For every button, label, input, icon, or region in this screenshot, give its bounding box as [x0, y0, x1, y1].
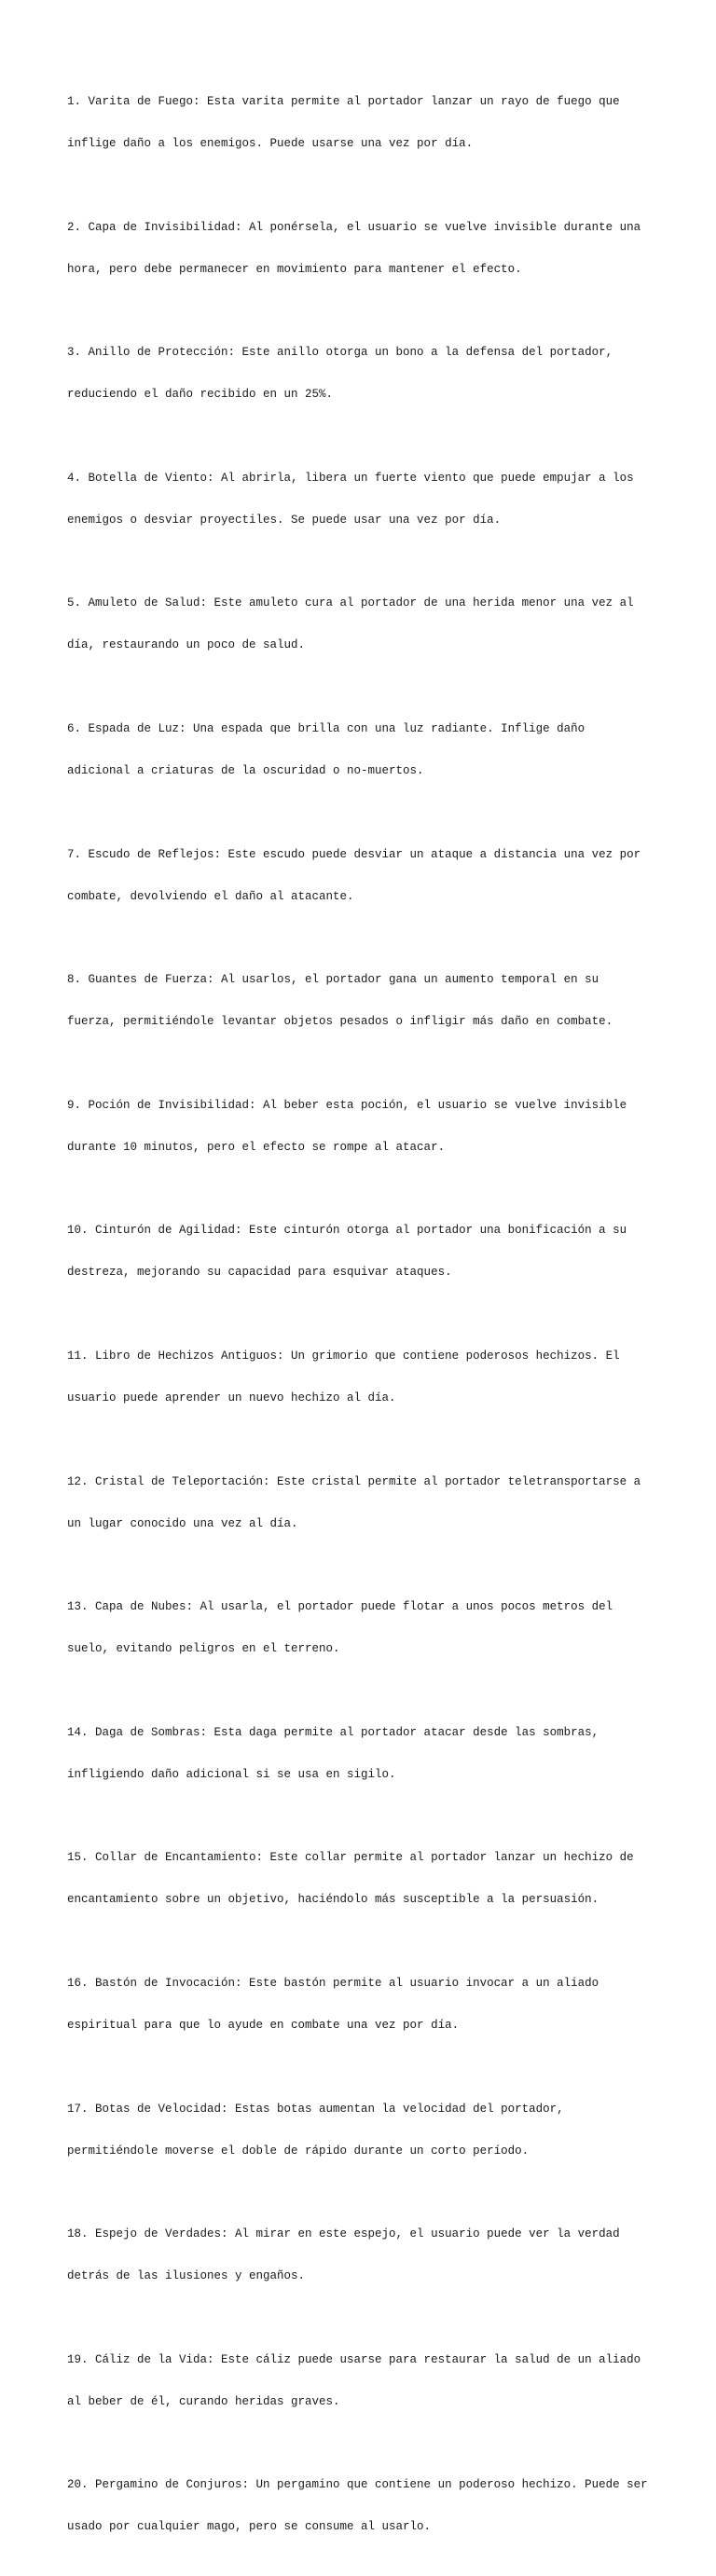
list-item — [67, 1572, 664, 1684]
item-line: usado por cualquier mago, pero se consume al usarlo. — [67, 2520, 432, 2534]
item-line: destreza, mejorando su capacidad para esquivar ataques. — [67, 1266, 452, 1280]
list-item — [67, 318, 664, 430]
item-line: 8. Guantes de Fuerza: Al usarlos, el portador gana un aumento temporal en su — [67, 973, 599, 987]
list-item — [67, 1823, 664, 1935]
list-item — [67, 1447, 664, 1559]
item-line: hora, pero debe permanecer en movimiento para mantener el efecto. — [67, 262, 522, 276]
item-line: 12. Cristal de Teleportación: Este cristal permite al portador teletransportarse a — [67, 1474, 641, 1488]
list-item — [67, 1949, 664, 2061]
item-line: 10. Cinturón de Agilidad: Este cinturón otorga al portador una bonificación a su — [67, 1224, 627, 1238]
item-line: usuario puede aprender un nuevo hechizo al día. — [67, 1391, 396, 1404]
list-item — [67, 820, 664, 932]
item-line: 14. Daga de Sombras: Esta daga permite al portador atacar desde las sombras, — [67, 1725, 599, 1739]
list-item — [67, 1196, 664, 1308]
list-item — [67, 1698, 664, 1810]
item-line: 15. Collar de Encantamiento: Este collar permite al portador lanzar un hechizo de — [67, 1851, 634, 1865]
item-line: 4. Botella de Viento: Al abrirla, libera un fuerte viento que puede empujar a los — [67, 471, 634, 485]
item-line: 9. Poción de Invisibilidad: Al beber esta poción, el usuario se vuelve invisible — [67, 1098, 627, 1112]
item-line: 20. Pergamino de Conjuros: Un pergamino que contiene un poderoso hechizo. Puede ser — [67, 2478, 648, 2492]
item-line: inflige daño a los enemigos. Puede usarse una vez por día. — [67, 137, 474, 150]
item-line: 1. Varita de Fuego: Esta varita permite al portador lanzar un rayo de fuego que — [67, 95, 620, 108]
item-line: permitiéndole moverse el doble de rápido durante un corto período. — [67, 2144, 530, 2158]
item-line: 11. Libro de Hechizos Antiguos: Un grimorio que contiene poderosos hechizos. El — [67, 1349, 620, 1363]
item-line: 13. Capa de Nubes: Al usarla, el portador puede flotar a unos pocos metros del — [67, 1600, 613, 1614]
item-line: fuerza, permitiéndole levantar objetos pesados o infligir más daño en combate. — [67, 1015, 613, 1029]
item-line: 6. Espada de Luz: Una espada que brilla con una luz radiante. Inflige daño — [67, 721, 585, 735]
item-line: detrás de las ilusiones y engaños. — [67, 2269, 306, 2283]
item-line: al beber de él, curando heridas graves. — [67, 2394, 340, 2408]
document-page — [67, 67, 664, 2576]
item-line: 18. Espejo de Verdades: Al mirar en este espejo, el usuario puede ver la verdad — [67, 2227, 620, 2241]
list-item — [67, 67, 664, 179]
item-line: adicional a criaturas de la oscuridad o no-muertos. — [67, 763, 424, 777]
list-item — [67, 945, 664, 1057]
item-line: durante 10 minutos, pero el efecto se rompe al atacar. — [67, 1140, 446, 1154]
list-item — [67, 2199, 664, 2311]
item-line: infligiendo daño adicional si se usa en sigilo. — [67, 1767, 396, 1781]
item-line: espiritual para que lo ayude en combate una vez por día. — [67, 2018, 460, 2032]
item-line: 17. Botas de Velocidad: Estas botas aumentan la velocidad del portador, — [67, 2102, 564, 2116]
list-item — [67, 2450, 664, 2562]
item-line: 19. Cáliz de la Vida: Este cáliz puede usarse para restaurar la salud de un aliado — [67, 2352, 641, 2366]
item-line: encantamiento sobre un objetivo, haciéndolo más susceptible a la persuasión. — [67, 1893, 599, 1907]
list-item — [67, 193, 664, 305]
item-line: reduciendo el daño recibido en un 25%. — [67, 388, 334, 402]
item-line: suelo, evitando peligros en el terreno. — [67, 1642, 340, 1656]
list-item — [67, 1322, 664, 1433]
item-line: un lugar conocido una vez al día. — [67, 1516, 298, 1530]
list-item — [67, 444, 664, 555]
list-item — [67, 2075, 664, 2186]
list-item — [67, 1071, 664, 1183]
item-line: 7. Escudo de Reflejos: Este escudo puede desviar un ataque a distancia una vez por — [67, 847, 641, 861]
item-line: 3. Anillo de Protección: Este anillo otorga un bono a la defensa del portador, — [67, 346, 613, 360]
item-line: 2. Capa de Invisibilidad: Al ponérsela, el usuario se vuelve invisible durante una — [67, 220, 641, 234]
item-line: combate, devolviendo el daño al atacante. — [67, 889, 354, 903]
list-item — [67, 569, 664, 680]
item-line: día, restaurando un poco de salud. — [67, 638, 306, 652]
item-line: enemigos o desviar proyectiles. Se puede usar una vez por día. — [67, 513, 502, 527]
list-item — [67, 694, 664, 806]
item-line: 16. Bastón de Invocación: Este bastón permite al usuario invocar a un aliado — [67, 1976, 599, 1990]
list-item — [67, 2325, 664, 2437]
item-line: 5. Amuleto de Salud: Este amuleto cura al portador de una herida menor una vez al — [67, 596, 634, 610]
